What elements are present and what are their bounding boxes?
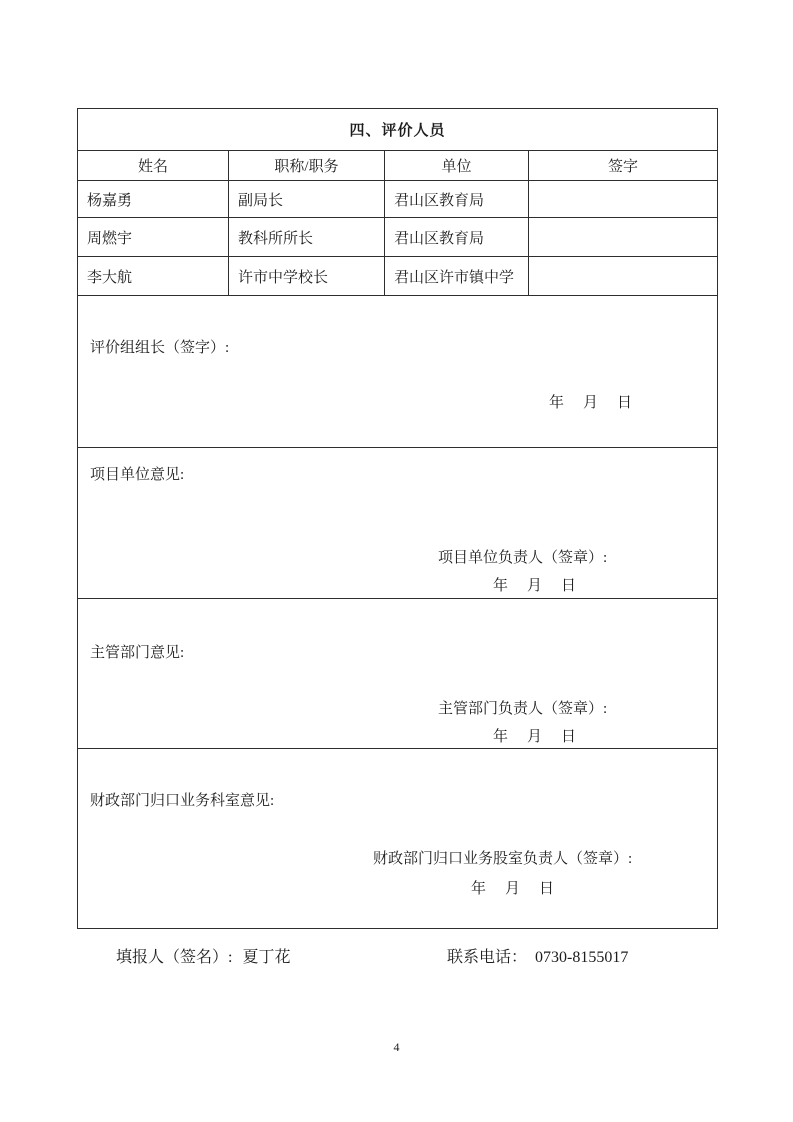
filled-by-name: 夏丁花 [242, 949, 291, 966]
date-line: 年 月 日 [493, 729, 579, 745]
page-number: 4 [393, 1040, 400, 1054]
cell-title: 许市中学校长 [228, 257, 384, 295]
signer-line: 项目单位负责人（签章）: [438, 550, 608, 566]
column-header-title: 职称/职务 [228, 151, 384, 180]
table-row [78, 180, 717, 217]
cell-unit: 君山区教育局 [384, 181, 528, 217]
cell-name: 李大航 [87, 269, 133, 286]
section-label: 评价组组长（签字）: [90, 340, 230, 356]
table-row [78, 217, 717, 256]
cell-signature [528, 257, 717, 295]
phone-number: 0730-8155017 [535, 949, 629, 966]
filled-by-line [116, 944, 290, 967]
table-row [78, 256, 717, 295]
cell-name: 杨嘉勇 [87, 192, 133, 209]
section-label: 项目单位意见: [90, 467, 185, 483]
column-header-unit: 单位 [384, 151, 528, 180]
signer-line: 主管部门负责人（签章）: [438, 701, 608, 717]
column-header-signature: 签字 [528, 151, 717, 180]
cell-signature [528, 181, 717, 217]
table-header-row [78, 150, 717, 180]
phone-label: 联系电话： [447, 949, 528, 966]
section-evaluation-group-leader [78, 295, 717, 447]
table-title: 四、评价人员 [349, 123, 446, 139]
cell-title: 教科所所长 [228, 218, 384, 256]
cell-unit: 君山区教育局 [384, 218, 528, 256]
date-line: 年 月 日 [493, 578, 579, 594]
section-label: 财政部门归口业务科室意见: [90, 793, 275, 809]
cell-title: 副局长 [228, 181, 384, 217]
section-project-unit-opinion [78, 447, 717, 598]
date-line: 年 月 日 [471, 881, 557, 897]
section-competent-department-opinion [78, 598, 717, 748]
column-header-name: 姓名 [137, 159, 168, 175]
section-finance-department-opinion [78, 748, 717, 928]
cell-name: 周燃宇 [87, 230, 133, 247]
signer-line: 财政部门归口业务股室负责人（签章）: [373, 851, 633, 867]
contact-phone-line [447, 944, 628, 967]
cell-signature [528, 218, 717, 256]
filled-by-label: 填报人（签名）: [116, 949, 233, 966]
section-label: 主管部门意见: [90, 645, 185, 661]
date-line: 年 月 日 [549, 395, 635, 411]
cell-unit: 君山区许市镇中学 [384, 257, 528, 295]
evaluation-table [77, 108, 718, 929]
